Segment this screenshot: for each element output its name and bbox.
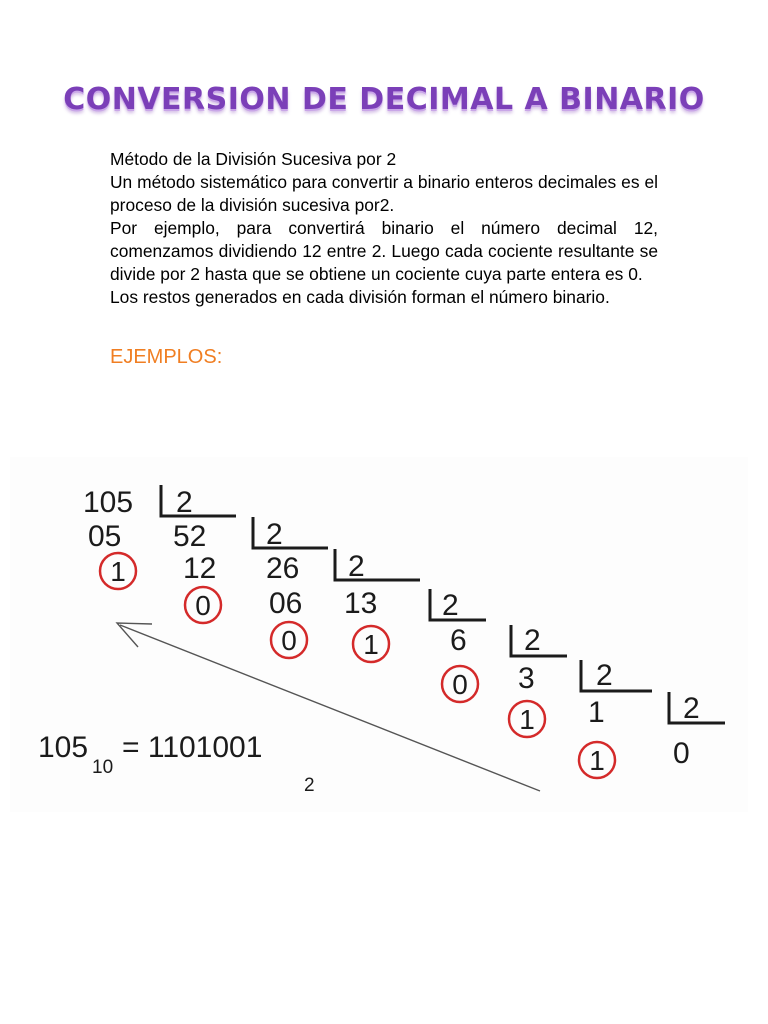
partial-remainder: 05 (88, 520, 122, 553)
dividend: 26 (266, 552, 300, 585)
divisor: 2 (348, 550, 365, 583)
result-binary: = 1101001 (122, 731, 263, 764)
division-diagram (0, 445, 768, 825)
result-decimal-base: 10 (92, 757, 114, 778)
dividend: 3 (518, 662, 535, 695)
method-heading: Método de la División Sucesiva por 2 (110, 149, 397, 169)
final-quotient: 0 (673, 737, 690, 770)
dividend: 105 (83, 486, 134, 519)
remainder-digit: 1 (110, 556, 126, 587)
divisor: 2 (524, 624, 541, 657)
partial-remainder: 12 (183, 552, 217, 585)
divisor: 2 (596, 659, 613, 692)
divisor: 2 (266, 518, 283, 551)
dividend: 52 (173, 520, 207, 553)
remainder-digit: 1 (363, 629, 379, 660)
divisor: 2 (442, 589, 459, 622)
divisor: 2 (683, 692, 700, 725)
paragraph-example: Por ejemplo, para convertirá binario el número decimal 12, comenzamos dividiendo 12 entre 2. Luego cada cociente resultante se divide por 2 hasta que se obtiene un cociente cuya parte entera es 0. (110, 218, 658, 284)
page-title: CONVERSION DE DECIMAL A BINARIO (63, 82, 705, 117)
divisor: 2 (176, 486, 193, 519)
remainder-digit: 1 (589, 745, 605, 776)
remainder-digit: 1 (519, 704, 535, 735)
result-binary-base: 2 (304, 775, 315, 796)
partial-remainder: 06 (269, 587, 303, 620)
examples-heading: EJEMPLOS: (110, 346, 223, 368)
dividend: 13 (344, 587, 378, 620)
remainder-digit: 0 (452, 669, 468, 700)
remainder-digit: 0 (195, 590, 211, 621)
remainder-digit: 0 (281, 625, 297, 656)
paragraph-remainders: Los restos generados en cada división forman el número binario. (110, 287, 610, 307)
paragraph-intro: Un método sistemático para convertir a binario enteros decimales es el proceso de la división sucesiva por2. (110, 172, 658, 215)
dividend: 6 (450, 624, 467, 657)
explanation-text (110, 148, 658, 309)
result-decimal: 105 (38, 731, 89, 764)
dividend: 1 (588, 696, 605, 729)
